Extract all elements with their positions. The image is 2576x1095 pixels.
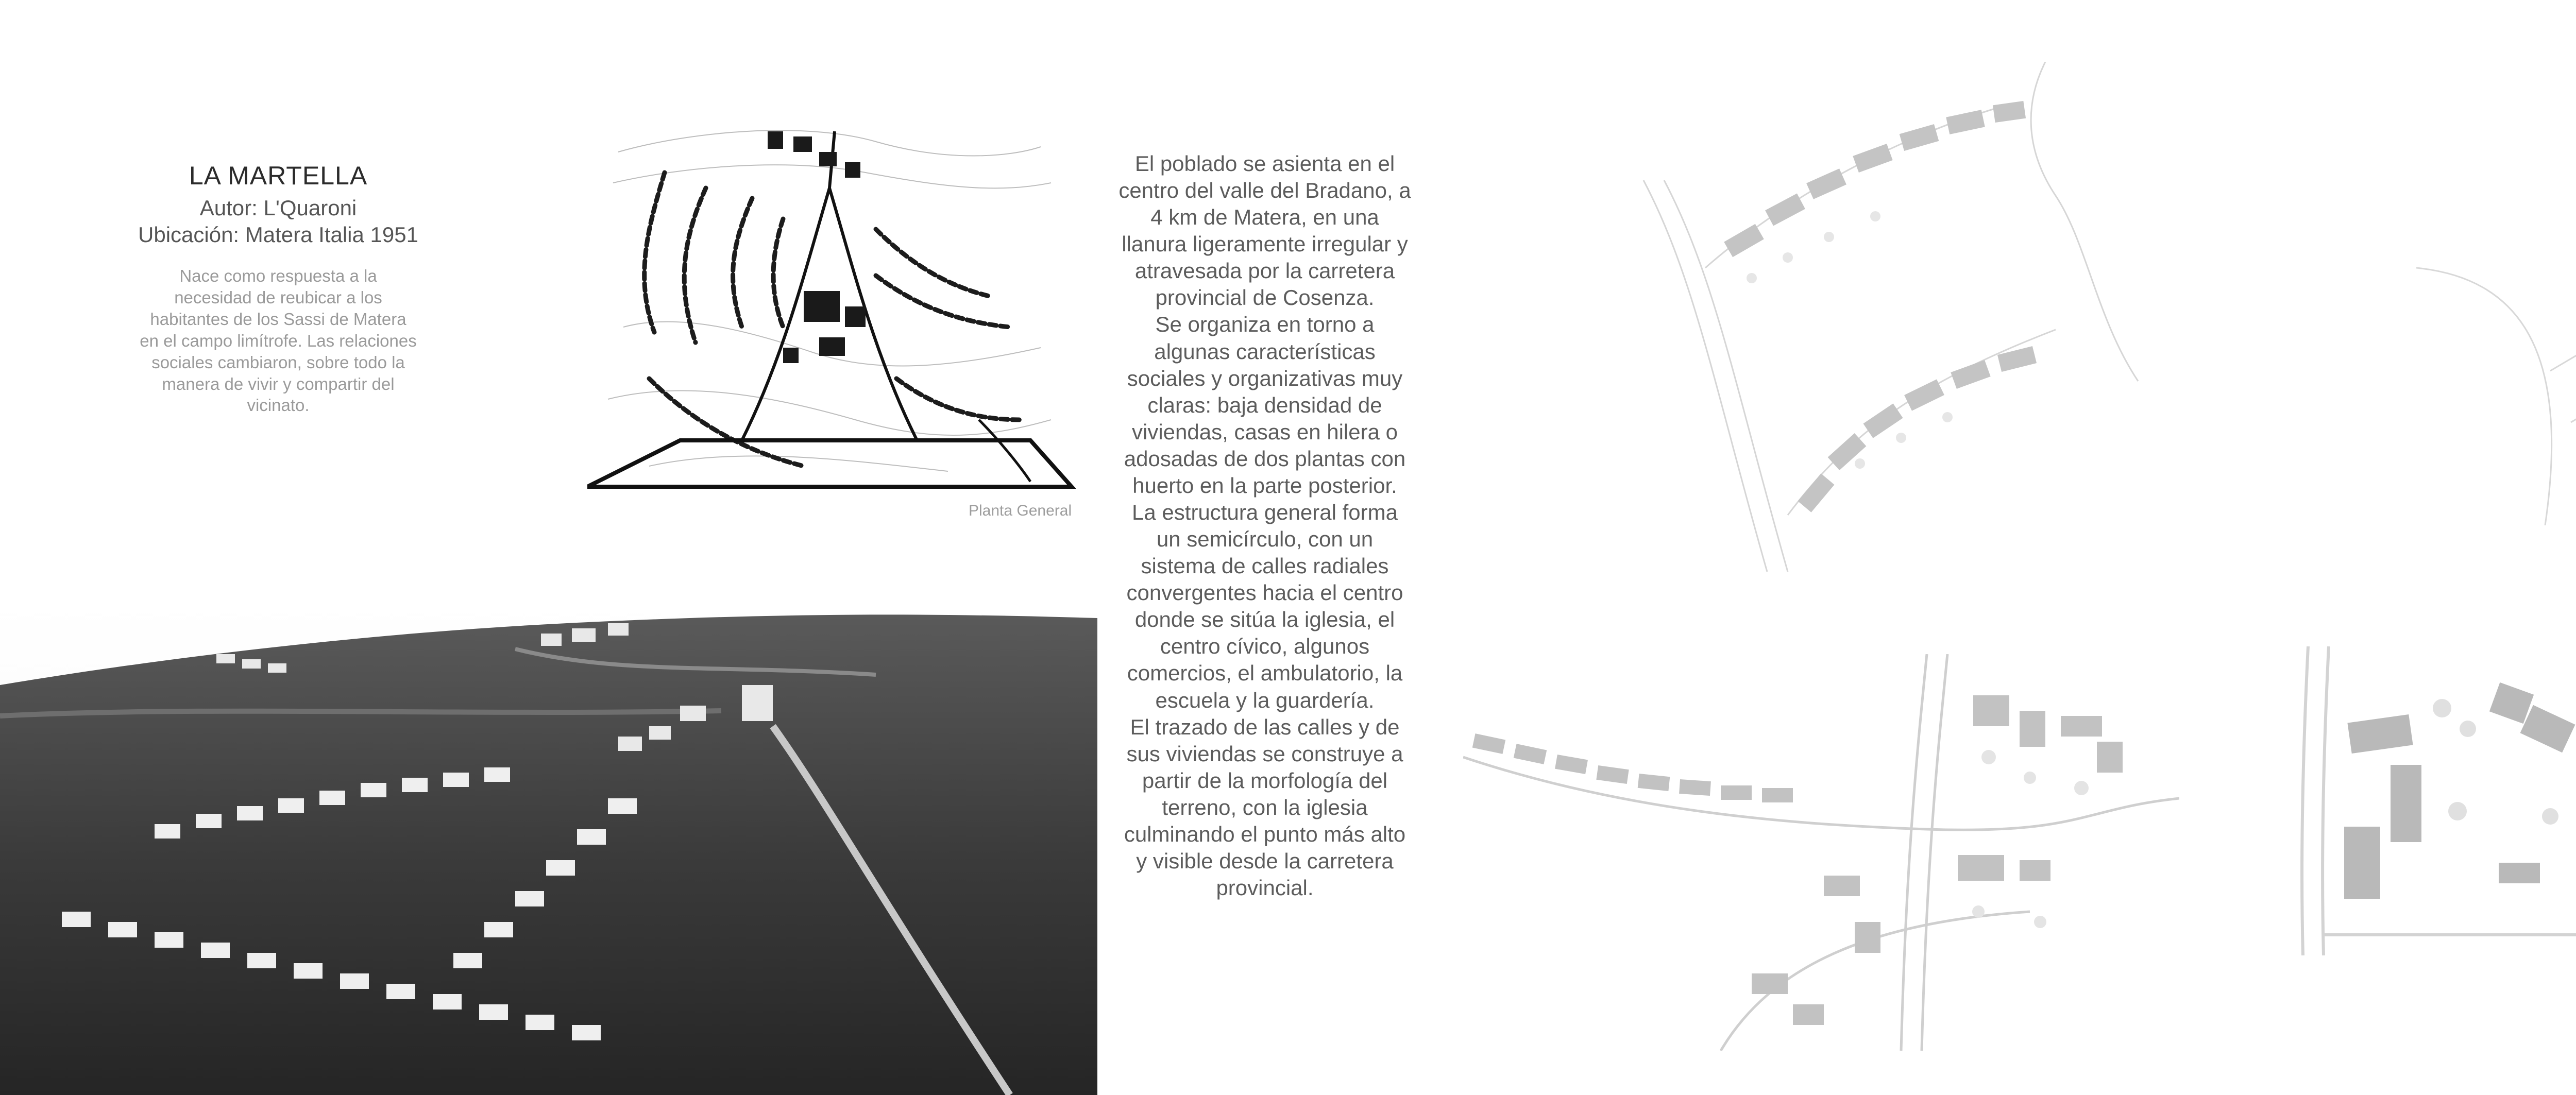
plan-manzana: [2272, 646, 2576, 955]
intro-text: Nace como respuesta a la necesidad de reubicar a los habitantes de los Sassi de Matera en el campo limítrofe. Las relaciones sociales cambiaron, sobre todo la manera de vivir y compartir del vicinato.: [140, 266, 417, 415]
author-line: Autor: L'Quaroni: [199, 196, 357, 220]
description-text: [1118, 150, 1412, 901]
description-paragraph: La estructura general forma un semicírculo, con un sistema de calles radiales convergentes hacia el centro donde se sitúa la iglesia, el centro cívico, algunos comercios, el ambulatorio, la escuela y la guardería.: [1126, 500, 1403, 712]
plan-calle: [2416, 62, 2576, 525]
caption-planta-general: Planta General: [969, 502, 1072, 519]
description-paragraph: Se organiza en torno a algunas características sociales y organizativas muy claras: baja densidad de viviendas, casas en hilera o adosadas de dos plantas con huerto en la parte posterior.: [1124, 312, 1406, 498]
plan-two-rows: [1633, 62, 2159, 572]
site-plan-drawing: [587, 111, 1077, 502]
description-paragraph: El poblado se asienta en el centro del valle del Bradano, a 4 km de Matera, en una llanura ligeramente irregular y atravesada por la carretera provincial de Cosenza.: [1118, 151, 1411, 310]
plan-center: [1463, 654, 2179, 1051]
aerial-photo: [0, 603, 1097, 1095]
location-line: Ubicación: Matera Italia 1951: [138, 223, 418, 247]
description-paragraph: El trazado de las calles y de sus viviendas se construye a partir de la morfología del terreno, con la iglesia culminando el punto más alto y visible desde la carretera provincial.: [1124, 714, 1406, 900]
page-title: LA MARTELLA: [189, 161, 368, 190]
